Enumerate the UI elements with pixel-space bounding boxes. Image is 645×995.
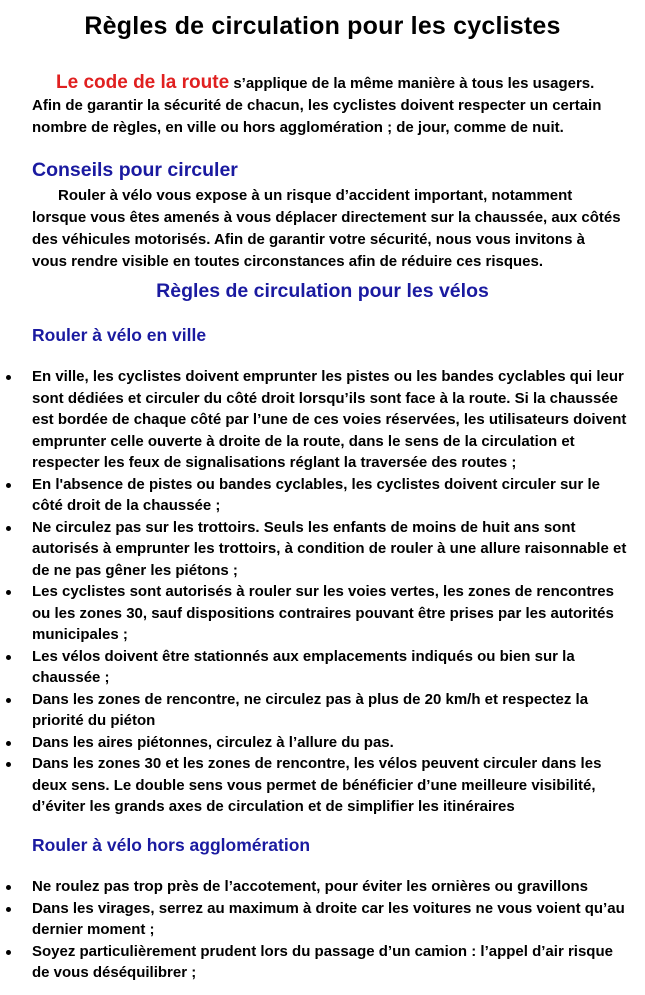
bullet-icon — [6, 762, 11, 767]
list-item — [0, 898, 630, 941]
list-item — [0, 753, 630, 818]
conseils-heading: Conseils pour circuler — [32, 159, 238, 181]
conseils-paragraph: Rouler à vélo vous expose à un risque d’accident important, notamment lorsque vous êtes amenés à vous déplacer directement sur la chaussée, aux côtés des véhicules motorisés. Afin de garantir votre sécurité, nous vous invitons à vous rendre visible en toutes circonstances afin de réduire ces risques. — [32, 187, 621, 270]
list-item-text: Dans les virages, serrez au maximum à droite car les voitures ne vous voient qu’au dernier moment ; — [32, 899, 625, 938]
bullet-icon — [6, 907, 11, 912]
list-item — [0, 941, 630, 984]
list-item-text: Ne circulez pas sur les trottoirs. Seuls les enfants de moins de huit ans sont autorisés à emprunter les trottoirs, à condition de rouler à une allure raisonnable et de ne pas gêner les piétons ; — [32, 518, 627, 579]
list-item — [0, 366, 630, 474]
hors-list — [0, 876, 630, 984]
bullet-icon — [6, 885, 11, 890]
list-item-text: Dans les zones de rencontre, ne circulez pas à plus de 20 km/h et respectez la priorité du piéton — [32, 690, 589, 729]
bullet-icon — [6, 375, 11, 380]
list-item — [0, 732, 630, 754]
regles-heading: Règles de circulation pour les vélos — [156, 280, 489, 302]
ville-list — [0, 366, 630, 818]
list-item — [0, 689, 630, 732]
list-item-text: Les vélos doivent être stationnés aux emplacements indiqués ou bien sur la chaussée ; — [32, 647, 575, 686]
bullet-icon — [6, 950, 11, 955]
bullet-icon — [6, 483, 11, 488]
intro-text: s’applique de la même manière à tous les usagers. Afin de garantir la sécurité de chacun, les cyclistes doivent respecter un certain nombre de règles, en ville ou hors agglomération ; de jour, comme de nuit. — [32, 75, 602, 136]
list-item — [0, 646, 630, 689]
list-item — [0, 517, 630, 582]
bullet-icon — [6, 741, 11, 746]
bullet-icon — [6, 698, 11, 703]
list-item-text: Soyez particulièrement prudent lors du passage d’un camion : l’appel d’air risque de vous déséquilibrer ; — [32, 942, 613, 981]
list-item-text: Dans les zones 30 et les zones de rencontre, les vélos peuvent circuler dans les deux sens. Le double sens vous permet de bénéficier d’une meilleure visibilité, d’éviter les grands axes de circulation et de simplifier les itinéraires — [32, 755, 602, 815]
bullet-icon — [6, 526, 11, 531]
page-title: Règles de circulation pour les cyclistes — [84, 12, 561, 40]
list-item — [0, 474, 630, 517]
list-item-text: En ville, les cyclistes doivent emprunter les pistes ou les bandes cyclables qui leur sont dédiées et circuler du côté droit lorsqu’ils sont face à la route. Si la chaussée est bordée de chaque côté par l’une de ces voies réservées, les utilisateurs doivent emprunter celle ouverte à droite de la route, dans le sens de la circulation et respecter les feux de signalisations réglant la traversée des routes ; — [32, 368, 627, 471]
intro-paragraph — [32, 72, 622, 139]
hors-heading: Rouler à vélo hors agglomération — [32, 835, 311, 855]
list-item — [0, 581, 630, 646]
list-item-text: En l'absence de pistes ou bandes cyclables, les cyclistes doivent circuler sur le côté droit de la chaussée ; — [32, 475, 600, 514]
bullet-icon — [6, 590, 11, 595]
list-item-text: Ne roulez pas trop près de l’accotement, pour éviter les ornières ou gravillons — [32, 878, 588, 895]
list-item-text: Les cyclistes sont autorisés à rouler sur les voies vertes, les zones de rencontres ou les zones 30, sauf dispositions contraires pouvant être prises par les autorités municipales ; — [32, 583, 614, 643]
ville-heading: Rouler à vélo en ville — [32, 325, 207, 345]
bullet-icon — [6, 655, 11, 660]
code-route-term: Le code de la route — [56, 72, 230, 93]
list-item-text: Dans les aires piétonnes, circulez à l’allure du pas. — [32, 733, 394, 751]
list-item — [0, 876, 630, 898]
